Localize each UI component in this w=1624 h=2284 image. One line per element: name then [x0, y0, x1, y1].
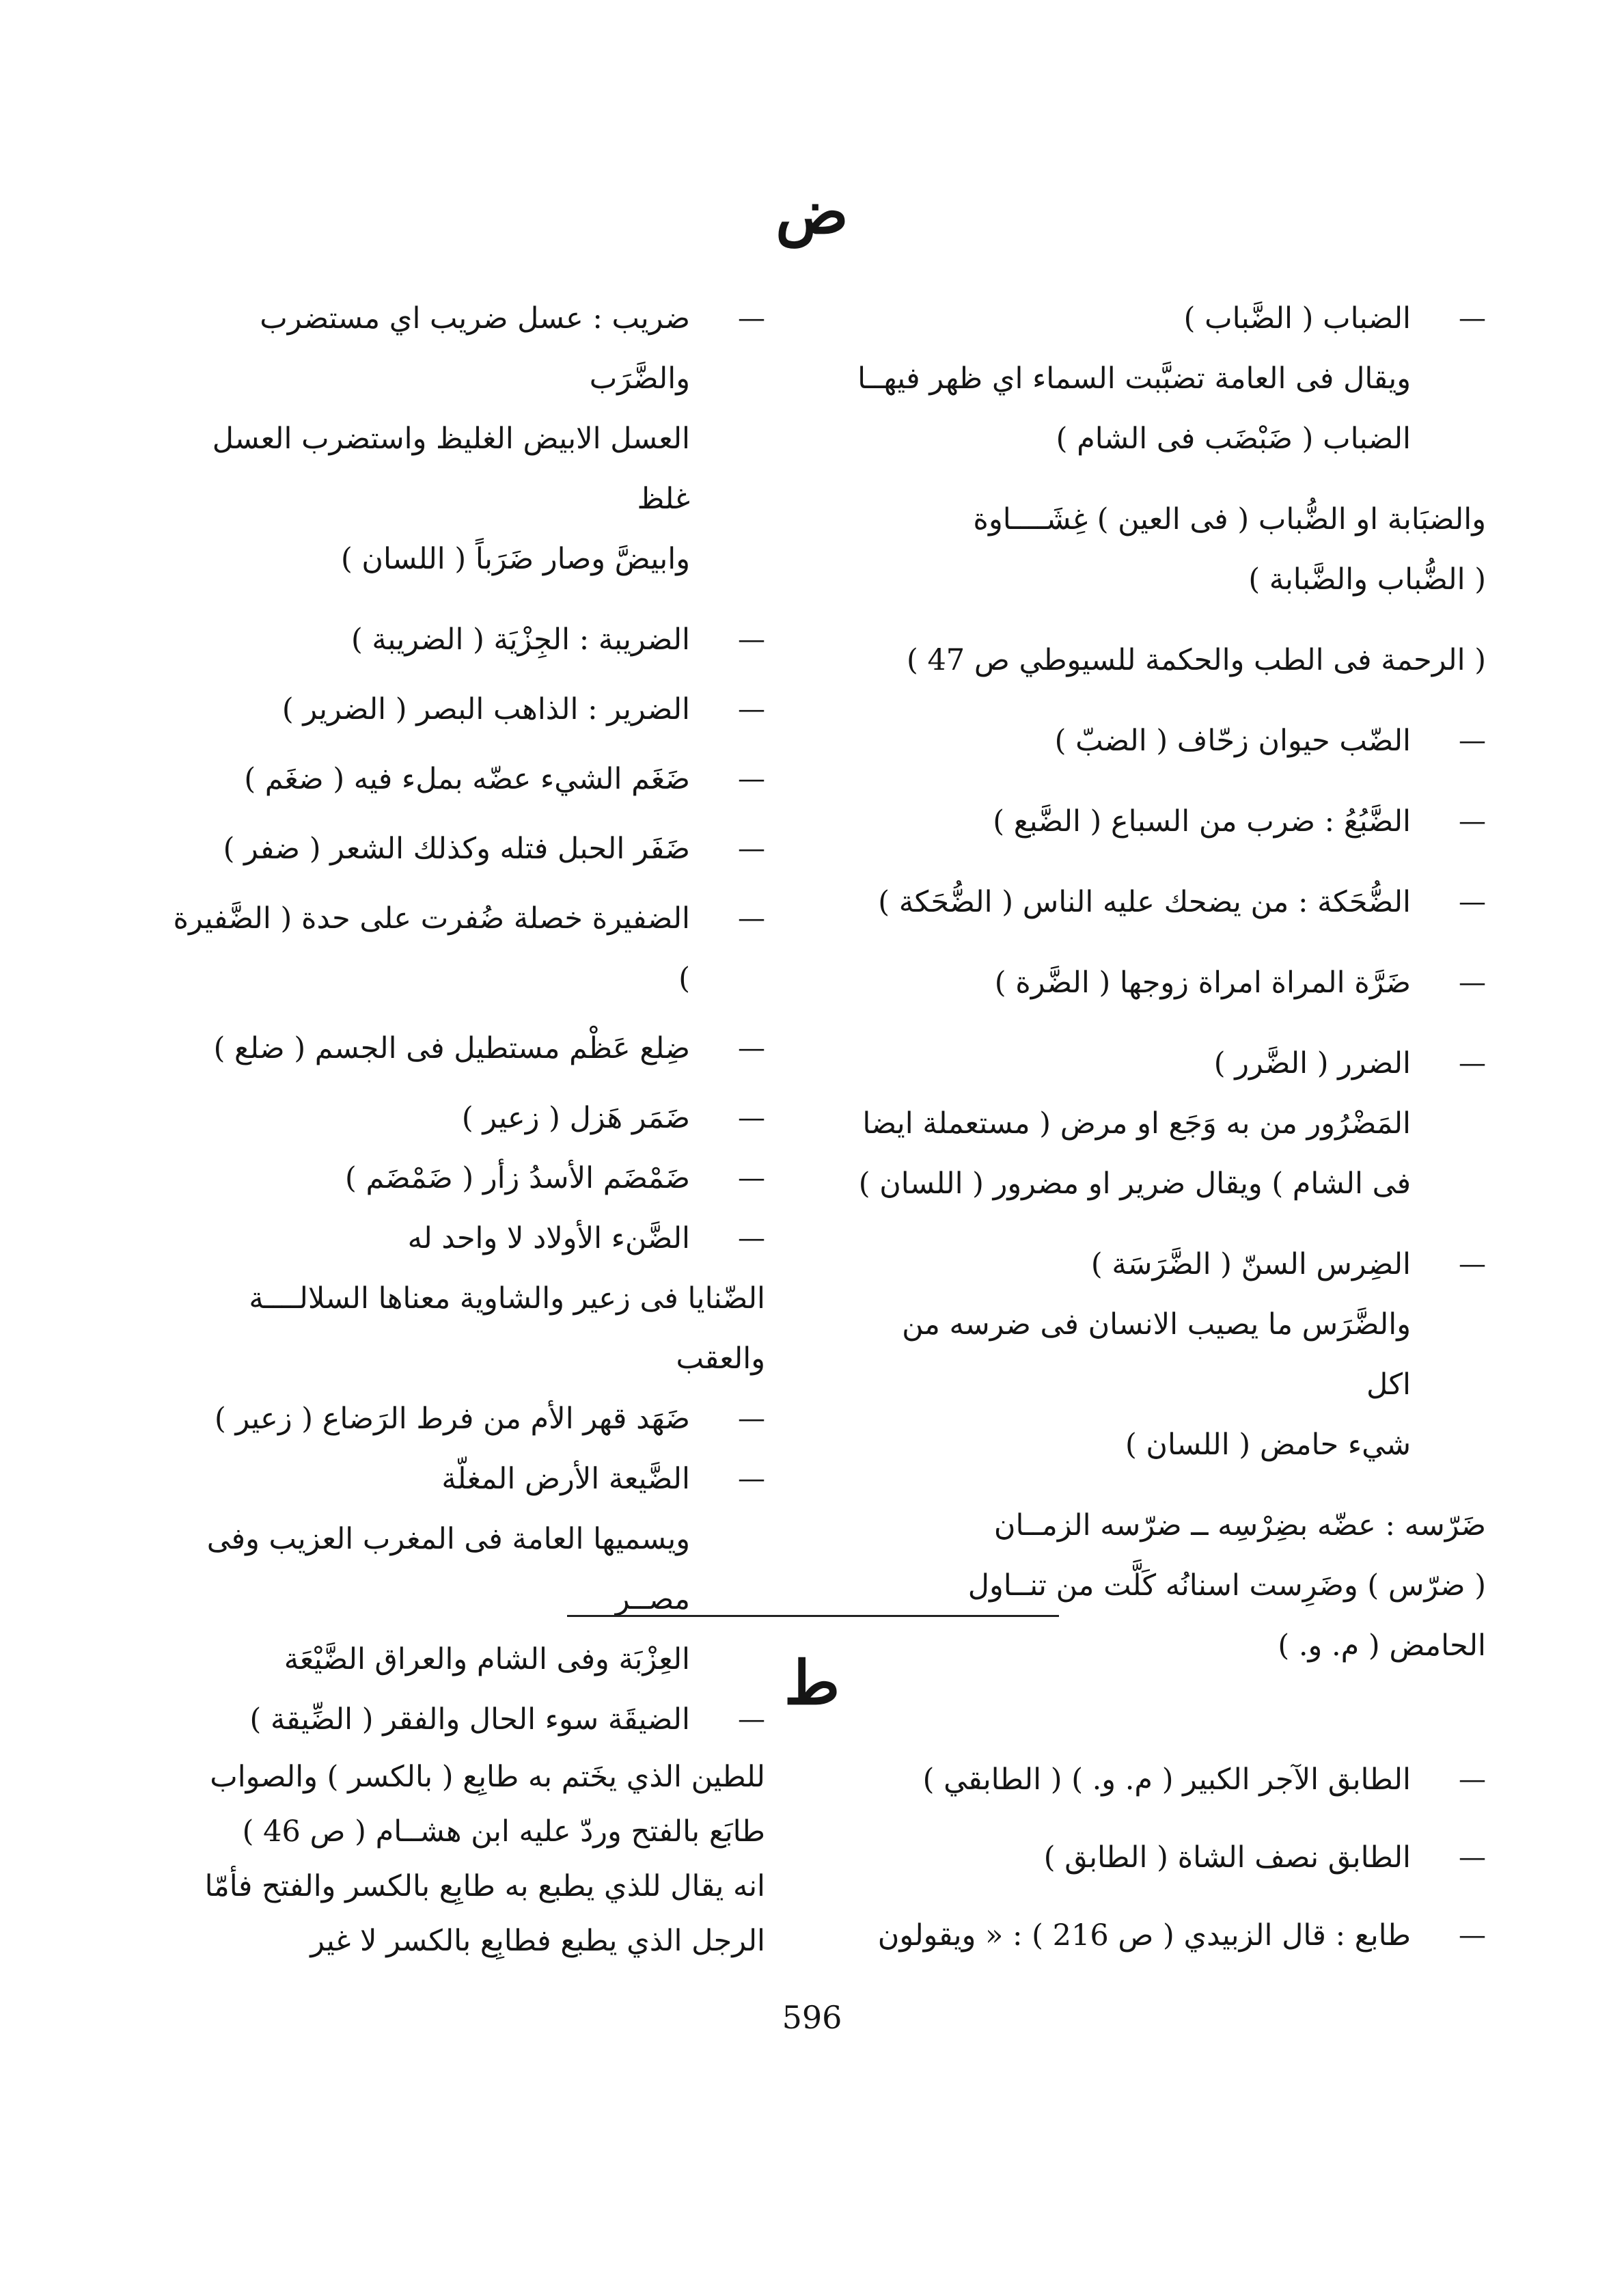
entry-line: ويسميها العامة فى المغرب العزيب وفى مصــر [206, 1522, 690, 1616]
entry [851, 1905, 1486, 1966]
entry-line: والضَّرَس ما يصيب الانسان فى ضرسه من اكل [902, 1307, 1411, 1402]
entry-line: ( الرحمة فى الطب والحكمة للسيوطي ص 47 ) [906, 643, 1486, 677]
entry [851, 872, 1486, 932]
section-letter-dad: ض [775, 176, 849, 247]
entry-line: — الضَّبُعُ : ضرب من السباع ( الضَّبع ) [993, 804, 1411, 839]
entry [157, 1750, 765, 1968]
entry-line: انه يقال للذي يطبع به طابِع بالكسر والفتح فأمّا [204, 1869, 765, 1903]
entry-line: — الضَّنء الأولاد لا واحد له [407, 1221, 690, 1255]
entry-line: وابيضَّ وصار ضَرَباً ( اللسان ) [340, 542, 690, 576]
entry-line: — الطابق الآجر الكبير ( م. و. ) ( الطابقي ) [922, 1763, 1411, 1797]
entry-line: — ضِلع عَظْم مستطيل فى الجسم ( ضلع ) [213, 1031, 690, 1065]
entry [851, 1033, 1486, 1214]
entry-line: العسل الابيض الغليظ واستضرب العسل غلظ [212, 422, 690, 516]
entry [157, 610, 765, 670]
entry-line: ( ضرّس ) وضَرِست اسنانُه كَلَّت من تنــاول [967, 1568, 1486, 1603]
entry [157, 888, 765, 1009]
entry [157, 1088, 765, 1148]
entry-line: — ضريب : عسل ضريب اي مستضرب والضَّرَب [260, 301, 690, 396]
entry [157, 1268, 765, 1389]
entry-line: الضّنايا فى زعير والشاوية معناها السلالــــة [249, 1281, 765, 1316]
entry-line: للطين الذي يخَتم به طابِع ( بالكسر ) والصواب [210, 1760, 765, 1794]
entry-line: الرجل الذي يطبع فطابِع بالكسر لا غير [310, 1924, 765, 1958]
entry [851, 489, 1486, 610]
section-dad-right-column [851, 288, 1486, 1676]
entry [157, 1208, 765, 1268]
entry-line: والعقب [676, 1342, 765, 1376]
entry-line: — الضيقَة سوء الحال والفقر ( الضِّيقة ) [249, 1702, 690, 1737]
entry [157, 749, 765, 809]
entry-line: — ضَمَر هَزل ( زعير ) [461, 1101, 690, 1135]
section-dad-left-column [157, 288, 765, 1750]
entry-line: — الضَّيعة الأرض المغلّة [441, 1462, 690, 1496]
entry-line: العِزْبَة وفى الشام والعراق الضَّيْعَة [284, 1642, 690, 1676]
entry [157, 288, 765, 589]
entry [157, 1389, 765, 1449]
entry-line: — الضباب ( الضَّباب ) [1183, 301, 1411, 336]
entry-line: — ضَمْضَم الأسدُ زأر ( ضَمْضَم ) [345, 1161, 690, 1195]
entry [157, 1018, 765, 1078]
entry-line: — الضفيرة خصلة ضُفرت على حدة ( الضَّفيرة ) [173, 901, 690, 996]
entry [851, 1750, 1486, 1810]
entry [851, 791, 1486, 852]
entry [157, 819, 765, 879]
entry-line: — الضُّحَكة : من يضحك عليه الناس ( الضُّحَكة ) [878, 885, 1411, 919]
section-ta-right-column [851, 1750, 1486, 1966]
entry-line: — ضَفَر الحبل فتله وكذلك الشعر ( ضفر ) [223, 832, 690, 866]
page-number: 596 [782, 1999, 842, 2036]
entry-line: — ضَهَد قهر الأم من فرط الرَضاع ( زعير ) [215, 1402, 690, 1436]
entry-line: — طابع : قال الزبيدي ( ص 216 ) : « ويقولون [877, 1918, 1411, 1953]
entry-line: ضَرّسه : عضّه بضِرْسِه ــ ضرّسه الزمــان [993, 1508, 1486, 1542]
entry [851, 1827, 1486, 1888]
entry [851, 1234, 1486, 1475]
entry-line: والضبَابة او الضُّباب ( فى العين ) غِشَــــاوة [973, 502, 1486, 536]
entry-line: — الطابق نصف الشاة ( الطابق ) [1043, 1840, 1411, 1875]
entry-line: المَضْرُور من به وَجَع او مرض ( مستعملة ايضا [862, 1106, 1411, 1141]
entry-line: فى الشام ) ويقال ضرير او مضرور ( اللسان ) [858, 1167, 1411, 1201]
entry-line: — الضرر ( الضَّرر ) [1213, 1046, 1411, 1080]
section-letter-ta: ط [784, 1647, 840, 1718]
entry-line: الحامض ( م. و. ) [1278, 1629, 1486, 1663]
entry-line: — الضِرس السنّ ( الضَّرَسَة ) [1090, 1247, 1411, 1281]
entry-line: — الضرير : الذاهب البصر ( الضرير ) [281, 692, 690, 726]
entry [157, 1148, 765, 1208]
entry [157, 679, 765, 739]
section-divider [567, 1615, 1059, 1617]
entry [851, 953, 1486, 1013]
entry-line: شيء حامض ( اللسان ) [1125, 1428, 1411, 1462]
entry-line: الضباب ( ضَبْضَب فى الشام ) [1056, 422, 1411, 456]
entry-line: — ضَغَم الشيء عضّه بملء فيه ( ضغَم ) [244, 762, 690, 796]
entry-line: — الضريبة : الجِزْيَة ( الضريبة ) [350, 623, 690, 657]
entry [851, 630, 1486, 690]
entry [851, 711, 1486, 771]
entry-line: — الضّب حيوان زحّاف ( الضبّ ) [1054, 724, 1411, 758]
entry-line: طابَع بالفتح وردّ عليه ابن هشــام ( ص 46 ) [242, 1814, 765, 1849]
entry-line: ( الضُّباب والضَّبابة ) [1248, 562, 1486, 597]
entry [851, 288, 1486, 469]
entry-line: — ضَرَّة المراة امراة زوجها ( الضَّرة ) [994, 966, 1411, 1000]
section-ta-left-column [157, 1750, 765, 1968]
entry-line: ويقال فى العامة تضبَّبت السماء اي ظهر فيهــا [857, 362, 1411, 396]
